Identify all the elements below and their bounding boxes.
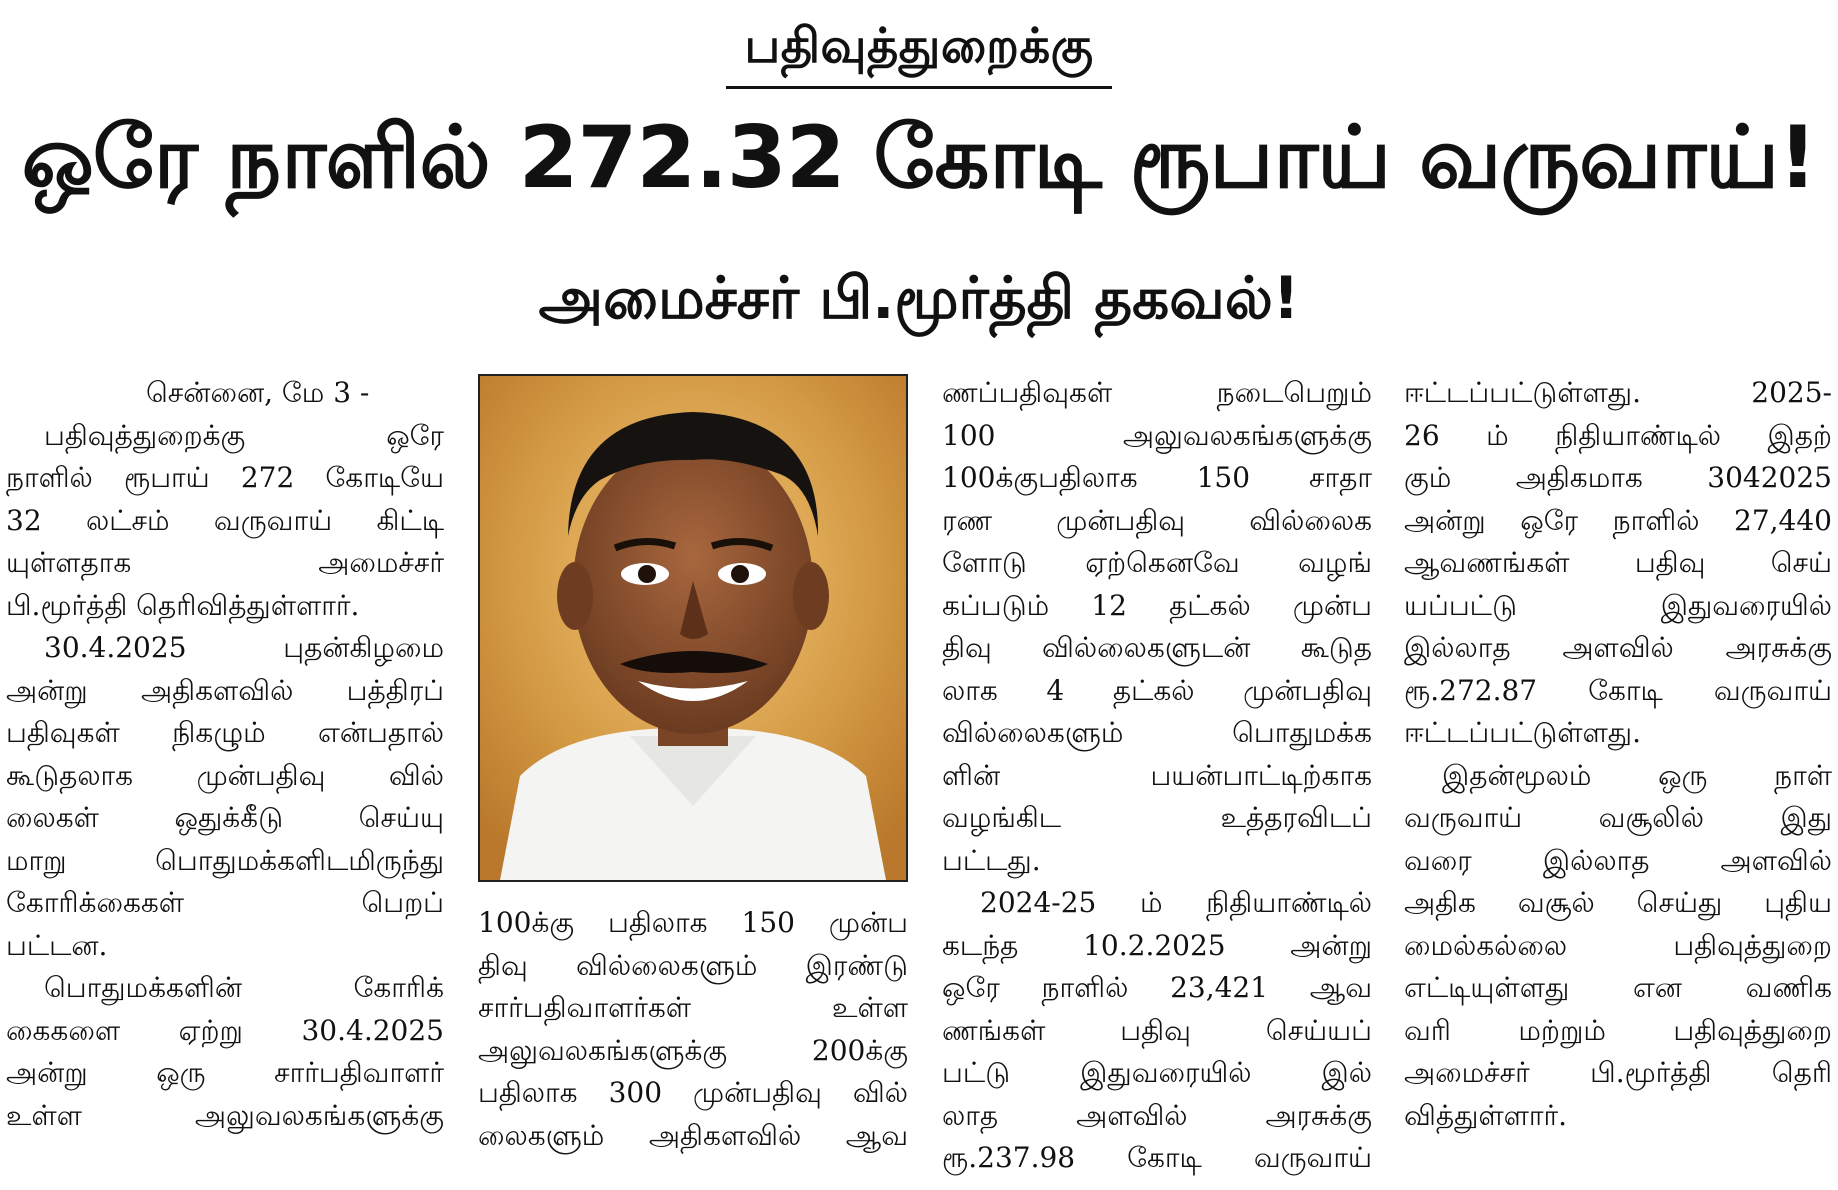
article-column-1: [6, 372, 444, 1137]
text-line: 100 அலுவலகங்களுக்கு: [942, 418, 1372, 452]
text-line: லாத அளவில் அரசுக்கு: [942, 1098, 1372, 1132]
text-line: ஒரே நாளில் 23,421 ஆவ: [942, 971, 1372, 1004]
text-line: அன்று ஒரு சார்பதிவாளர்: [6, 1056, 444, 1089]
text-line: சார்பதிவாளர்கள் உள்ள: [478, 991, 908, 1024]
article-column-2: [478, 902, 908, 1157]
text-line: மாறு பொதுமக்களிடமிருந்து: [6, 843, 444, 877]
text-line: 30.4.2025 புதன்கிழமை: [44, 631, 444, 664]
text-line: உள்ள அலுவலகங்களுக்கு: [6, 1098, 444, 1132]
text-line: திவு வில்லைகளுடன் கூடுத: [942, 631, 1372, 664]
text-line: அதிக வசூல் செய்து புதிய: [1404, 886, 1832, 919]
text-line: கும் அதிகமாக 3042025: [1404, 461, 1832, 494]
article-column-3: [942, 372, 1372, 1180]
text-line: யப்பட்டு இதுவரையில்: [1404, 588, 1832, 622]
text-line: வித்துள்ளார்.: [1404, 1098, 1568, 1132]
text-line: நாளில் ரூபாய் 272 கோடியே: [6, 461, 444, 494]
text-line: யுள்ளதாக அமைச்சர்: [6, 546, 444, 579]
text-line: எட்டியுள்ளது என வணிக: [1404, 971, 1832, 1004]
text-line: பதிவுகள் நிகழும் என்பதால்: [6, 716, 444, 749]
portrait-illustration: [480, 376, 906, 880]
text-line: ஈட்டப்பட்டுள்ளது.: [1404, 716, 1641, 749]
text-line: கூடுதலாக முன்பதிவு வில்: [6, 758, 444, 792]
text-line: வரி மற்றும் பதிவுத்துறை: [1404, 1013, 1832, 1047]
text-line: ணப்பதிவுகள் நடைபெறும்: [942, 376, 1372, 409]
text-line: வில்லைகளும் பொதுமக்க: [942, 716, 1372, 749]
text-line: ளின் பயன்பாட்டிற்காக: [942, 758, 1372, 792]
text-line: திவு வில்லைகளும் இரண்டு: [478, 948, 908, 982]
text-line: ஈட்டப்பட்டுள்ளது. 2025-: [1404, 376, 1832, 409]
text-line: ரூ.272.87 கோடி வருவாய்: [1404, 673, 1832, 707]
text-line: 32 லட்சம் வருவாய் கிட்டி: [6, 503, 444, 537]
text-line: வருவாய் வசூலில் இது: [1404, 801, 1832, 834]
text-line: 2024-25 ம் நிதியாண்டில்: [980, 886, 1372, 919]
text-line: ஆவணங்கள் பதிவு செய்: [1404, 546, 1832, 579]
text-line: கடந்த 10.2.2025 அன்று: [942, 928, 1372, 962]
text-line: பட்டு இதுவரையில் இல்: [942, 1056, 1372, 1089]
text-line: அன்று ஒரே நாளில் 27,440: [1404, 503, 1832, 537]
text-line: பட்டன.: [6, 928, 108, 962]
section-kicker: பதிவுத்துறைக்கு: [726, 18, 1111, 89]
text-line: ரண முன்பதிவு வில்லைக: [942, 503, 1372, 537]
kicker-wrapper: [0, 18, 1838, 89]
text-line: அலுவலகங்களுக்கு 200க்கு: [478, 1033, 908, 1067]
text-line: 100க்கு பதிலாக 150 முன்ப: [478, 906, 908, 939]
text-line: ளோடு ஏற்கெனவே வழங்: [942, 546, 1372, 579]
text-line: லாக 4 தட்கல் முன்பதிவு: [942, 673, 1372, 707]
text-line: பட்டது.: [942, 843, 1041, 877]
subheadline: அமைச்சர் பி.மூர்த்தி தகவல்!: [538, 264, 1300, 332]
text-line: லைகள் ஒதுக்கீடு செய்யு: [6, 801, 444, 834]
text-line: பொதுமக்களின் கோரிக்: [44, 971, 444, 1004]
text-line: அன்று அதிகளவில் பத்திரப்: [6, 673, 444, 707]
text-line: பதிலாக 300 முன்பதிவு வில்: [478, 1076, 908, 1109]
text-line: கைகளை ஏற்று 30.4.2025: [6, 1013, 444, 1047]
text-line: ணங்கள் பதிவு செய்யப்: [942, 1013, 1372, 1047]
text-line: 26 ம் நிதியாண்டில் இதற்: [1404, 418, 1832, 452]
dateline: சென்னை, மே 3 -: [146, 376, 370, 409]
text-line: இதன்மூலம் ஒரு நாள்: [1442, 758, 1832, 792]
headline: ஒரே நாளில் 272.32 கோடி ரூபாய் வருவாய்!: [21, 108, 1817, 208]
text-line: வழங்கிட உத்தரவிடப்: [942, 801, 1372, 834]
text-line: மைல்கல்லை பதிவுத்துறை: [1404, 928, 1832, 962]
text-line: பதிவுத்துறைக்கு ஒரே: [44, 418, 444, 452]
text-line: கப்படும் 12 தட்கல் முன்ப: [942, 588, 1372, 622]
text-line: அமைச்சர் பி.மூர்த்தி தெரி: [1404, 1056, 1832, 1089]
text-line: பி.மூர்த்தி தெரிவித்துள்ளார்.: [6, 588, 360, 622]
text-line: கோரிக்கைகள் பெறப்: [6, 886, 444, 919]
text-line: இல்லாத அளவில் அரசுக்கு: [1404, 631, 1832, 664]
text-line: லைகளும் அதிகளவில் ஆவ: [478, 1118, 908, 1152]
text-line: 100க்குபதிலாக 150 சாதா: [942, 461, 1372, 494]
text-line: ரூ.237.98 கோடி வருவாய்: [942, 1141, 1372, 1174]
text-line: வரை இல்லாத அளவில்: [1404, 843, 1832, 877]
minister-photo: [478, 374, 908, 882]
article-column-4: [1404, 372, 1832, 1137]
